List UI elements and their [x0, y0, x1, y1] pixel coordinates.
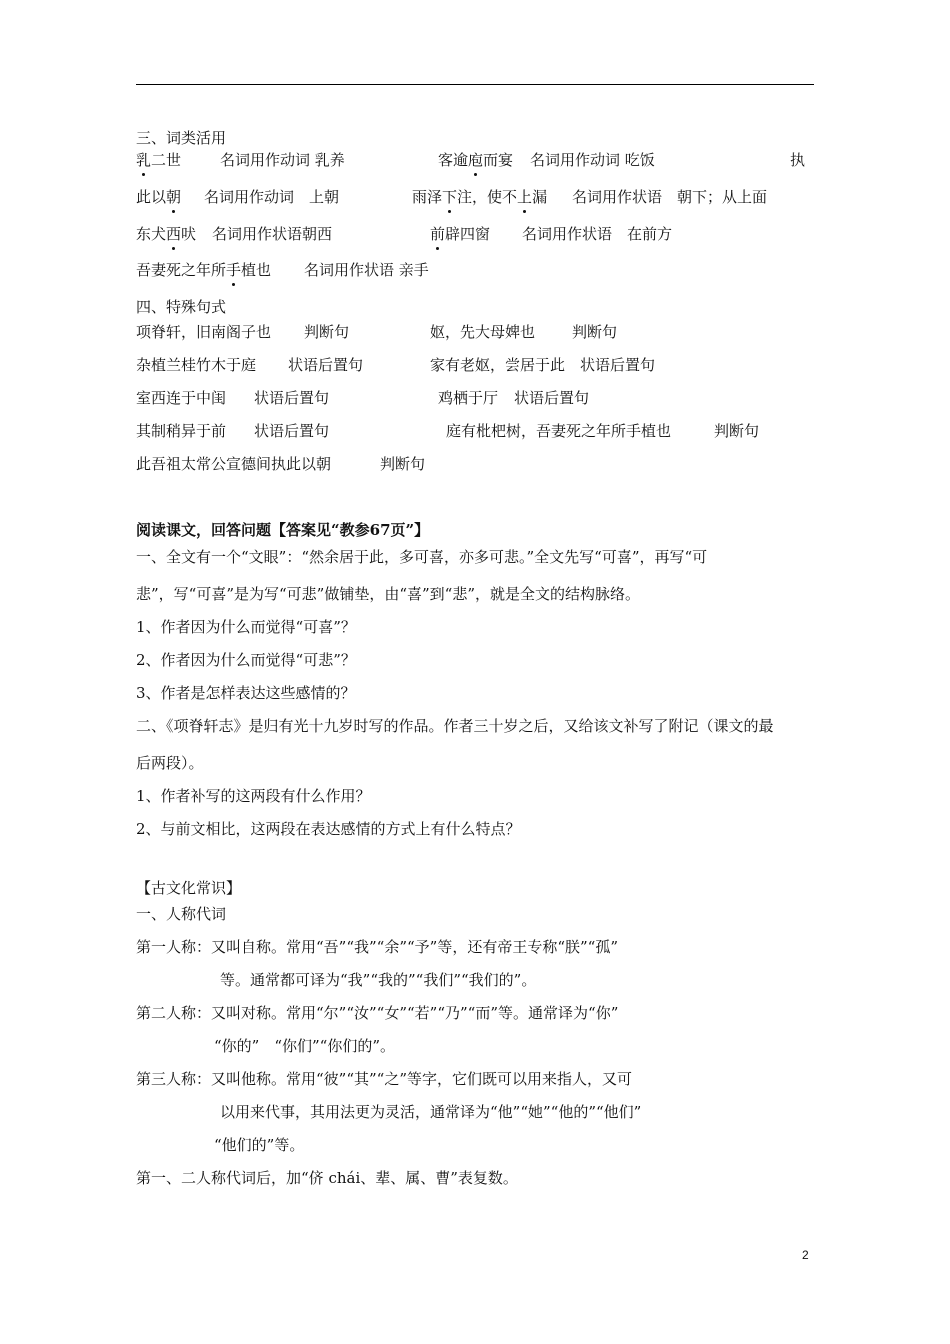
sentence-example: 杂植兰桂竹木于庭	[136, 356, 257, 374]
paragraph-text: “你的” “你们”“你们的”。	[214, 1037, 396, 1055]
text-fragment: 辟四窗	[445, 225, 491, 243]
sentence-example: 项脊轩，旧南阁子也	[136, 323, 272, 341]
sentence-example: 鸡栖于厅	[438, 389, 499, 407]
text-fragment: 此以	[136, 188, 167, 206]
reading-heading: 阅读课文，回答问题【答案见“教参67页”】	[136, 521, 430, 539]
example-note: 名词用作状语 亲手	[304, 261, 429, 279]
emphasis-dot-char: 下	[442, 188, 458, 206]
text-fragment: 东犬	[136, 225, 167, 243]
question-text: 1、作者补写的这两段有什么作用？	[136, 787, 371, 805]
text-fragment: 而宴	[483, 151, 514, 169]
paragraph-text: 第一人称：又叫自称。常用“吾”“我”“余”“予”等，还有帝王专称“朕”“孤”	[136, 938, 619, 956]
culture-heading: 【古文化常识】	[136, 879, 242, 897]
sentence-type: 判断句	[380, 455, 426, 473]
sentence-example: 家有老妪，尝居于此	[430, 356, 566, 374]
text-fragment: 注，使不	[457, 188, 518, 206]
example-note: 名词用作动词 乳养	[220, 151, 345, 169]
paragraph-text: 二、《项脊轩志》是归有光十九岁时写的作品。作者三十岁之后，又给该文补写了附记（课文的最	[136, 717, 774, 735]
emphasis-dot-char: 西	[166, 225, 182, 243]
question-text: 1、作者因为什么而觉得“可喜”？	[136, 618, 356, 636]
emphasis-dot-char: 庖	[468, 151, 484, 169]
example-note: 名词用作状语朝西	[212, 225, 333, 243]
section-title-word-class: 三、词类活用	[136, 129, 227, 147]
example-phrase	[412, 187, 547, 207]
question-text: 2、与前文相比，这两段在表达感情的方式上有什么特点？	[136, 820, 521, 838]
example-phrase	[438, 150, 513, 170]
sentence-example: 妪，先大母婢也	[430, 323, 536, 341]
text-fragment: 漏	[532, 188, 548, 206]
text-fragment: 吾妻死之年所	[136, 261, 227, 279]
paragraph-text: 等。通常都可译为“我”“我的”“我们”“我们的”。	[220, 971, 537, 989]
sentence-type: 状语后置句	[514, 389, 590, 407]
paragraph-text: “他们的”等。	[214, 1136, 305, 1154]
example-note: 名词用作状语 在前方	[522, 225, 673, 243]
sentence-example: 庭有枇杷树，吾妻死之年所手植也	[446, 422, 672, 440]
example-note: 名词用作状语 朝下；从上面	[572, 188, 768, 206]
example-note: 名词用作动词 上朝	[204, 188, 340, 206]
example-note: 名词用作动词 吃饭	[530, 151, 655, 169]
emphasis-dot-char: 前	[430, 225, 446, 243]
example-phrase	[136, 187, 181, 207]
culture-subheading: 一、人称代词	[136, 905, 227, 923]
text-fragment: 植也	[241, 261, 272, 279]
text-fragment: 吠	[181, 225, 197, 243]
sentence-example: 此吾祖太常公宣德间执此以朝	[136, 455, 332, 473]
paragraph-text: 以用来代事，其用法更为灵活，通常译为“他”“她”“他的”“他们”	[220, 1103, 642, 1121]
sentence-type: 状语后置句	[254, 422, 330, 440]
paragraph-text: 一、全文有一个“文眼”：“然余居于此，多可喜，亦多可悲。”全文先写“可喜”，再写“可	[136, 548, 708, 566]
sentence-type: 判断句	[714, 422, 760, 440]
emphasis-dot-char: 乳	[136, 151, 152, 169]
paragraph-text: 第三人称：又叫他称。常用“彼”“其”“之”等字，它们既可以用来指人，又可	[136, 1070, 633, 1088]
example-phrase	[136, 260, 271, 280]
text-fragment: 客逾	[438, 151, 469, 169]
text-fragment: 二世	[151, 151, 182, 169]
paragraph-text: 后两段）。	[136, 754, 204, 772]
emphasis-dot-char: 手	[226, 261, 242, 279]
sentence-type: 状语后置句	[254, 389, 330, 407]
section-title-special-sentences: 四、特殊句式	[136, 298, 227, 316]
example-phrase	[136, 224, 196, 244]
page-number: 2	[802, 1248, 809, 1262]
sentence-type: 状语后置句	[580, 356, 656, 374]
emphasis-dot-char: 上	[517, 188, 533, 206]
sentence-type: 状语后置句	[288, 356, 364, 374]
paragraph-text: 第二人称：又叫对称。常用“尔”“汝”“女”“若”“乃”“而”等。通常译为“你”	[136, 1004, 619, 1022]
text-fragment: 雨泽	[412, 188, 443, 206]
sentence-type: 判断句	[572, 323, 618, 341]
header-rule	[136, 84, 814, 85]
sentence-example: 室西连于中闺	[136, 389, 227, 407]
paragraph-text: 悲”，写“可喜”是为写“可悲”做铺垫，由“喜”到“悲”，就是全文的结构脉络。	[136, 585, 641, 603]
question-text: 2、作者因为什么而觉得“可悲”？	[136, 651, 356, 669]
example-phrase	[136, 150, 181, 170]
question-text: 3、作者是怎样表达这些感情的？	[136, 684, 356, 702]
emphasis-dot-char: 朝	[166, 188, 182, 206]
example-phrase: 执	[790, 151, 806, 169]
sentence-type: 判断句	[304, 323, 350, 341]
paragraph-text: 第一、二人称代词后，加“侪 chái、辈、属、曹”表复数。	[136, 1169, 518, 1187]
sentence-example: 其制稍异于前	[136, 422, 227, 440]
example-phrase	[430, 224, 490, 244]
